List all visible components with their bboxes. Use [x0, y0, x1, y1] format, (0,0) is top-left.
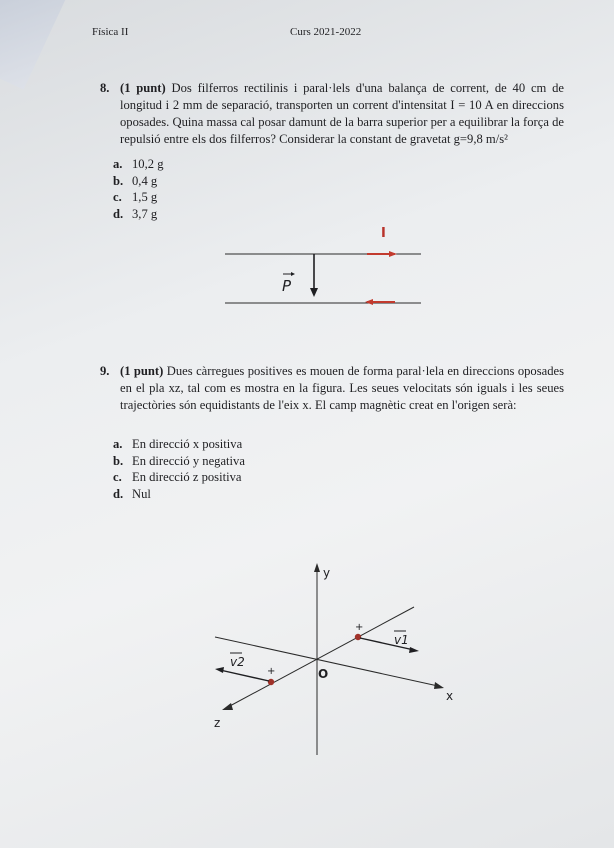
- charge-1-sign: +: [355, 622, 364, 633]
- q9-option-a[interactable]: [113, 437, 333, 454]
- z-axis-label: z: [214, 716, 221, 730]
- charge-2-sign: +: [267, 666, 276, 677]
- question-8-options: [113, 157, 273, 223]
- charge-2: [268, 679, 274, 685]
- option-text: Nul: [132, 486, 151, 501]
- option-text: 3,7 g: [132, 206, 158, 221]
- top-current-arrowhead: [389, 251, 397, 257]
- option-letter: a.: [113, 157, 123, 171]
- y-axis-arrowhead: [314, 563, 320, 572]
- weight-arrowhead: [310, 288, 318, 297]
- question-8-text: [120, 80, 564, 148]
- current-label: I: [381, 226, 386, 241]
- q9-option-d[interactable]: [113, 487, 333, 504]
- q8-option-b[interactable]: [113, 174, 273, 191]
- q9-option-c[interactable]: [113, 470, 333, 487]
- q8-option-a[interactable]: [113, 157, 273, 174]
- question-9-options: [113, 437, 333, 503]
- velocity-v2-label: v2: [230, 655, 245, 669]
- option-text: En direcció z positiva: [132, 470, 242, 484]
- header-course: Curs 2021-2022: [290, 26, 362, 38]
- option-letter: b.: [113, 453, 124, 468]
- option-text: 1,5 g: [132, 190, 158, 204]
- question-8-points: (1 punt): [120, 81, 166, 95]
- charges-axes-figure: [200, 555, 470, 765]
- option-text: 0,4 g: [132, 173, 158, 188]
- option-text: 10,2 g: [132, 157, 164, 171]
- option-text: En direcció y negativa: [132, 453, 245, 468]
- z-axis-arrowhead: [222, 703, 233, 710]
- question-8-body: Dos filferros rectilinis i paral·lels d'una balança de corrent, de 40 cm de longitud i 2 mm de separació, transporten un corrent d'intensitat I = 10 A en direccions oposades. Quina massa cal posar damunt de la barra superior per a equilibrar la força de repulsió entre els dos filferros? Considerar la constant de gravetat g=9,8 m/s²: [120, 81, 565, 146]
- option-letter: b.: [113, 173, 124, 188]
- bottom-current-arrowhead: [365, 299, 373, 305]
- question-8-number: 8.: [100, 81, 110, 95]
- velocity-v1-label: v1: [394, 633, 409, 647]
- option-letter: a.: [113, 437, 123, 451]
- q9-option-b[interactable]: [113, 454, 333, 471]
- option-text: En direcció x positiva: [132, 437, 243, 451]
- charge-1: [355, 634, 361, 640]
- weight-label: P: [282, 277, 292, 295]
- current-balance-figure: [215, 220, 435, 315]
- q8-option-c[interactable]: [113, 190, 273, 207]
- header-subject: Física II: [92, 26, 129, 38]
- z-axis: [228, 607, 414, 707]
- x-axis-label: x: [446, 689, 454, 703]
- question-9-number: 9.: [100, 364, 110, 378]
- question-9-text: [120, 363, 564, 414]
- velocity-v1-arrowhead: [409, 647, 419, 653]
- weight-vector-tip: [291, 272, 295, 276]
- velocity-v2-arrowhead: [215, 667, 224, 673]
- page-corner-fold: [0, 0, 70, 90]
- option-letter: d.: [113, 206, 124, 221]
- question-9-points: (1 punt): [120, 364, 164, 378]
- y-axis-label: y: [323, 566, 331, 580]
- option-letter: c.: [113, 470, 122, 484]
- velocity-v2: [220, 670, 269, 681]
- question-9-body: Dues càrregues positives es mouen de forma paral·lela en direccions oposades en el pla xz, tal com es mostra en la figura. Les seues velocitats són iguals i les seues trajectòries són equidistants de l'eix x. El camp magnètic creat en l'origen serà:: [120, 364, 564, 412]
- option-letter: c.: [113, 190, 122, 204]
- option-letter: d.: [113, 486, 124, 501]
- origin-label: O: [318, 667, 329, 681]
- x-axis-arrowhead: [434, 682, 444, 689]
